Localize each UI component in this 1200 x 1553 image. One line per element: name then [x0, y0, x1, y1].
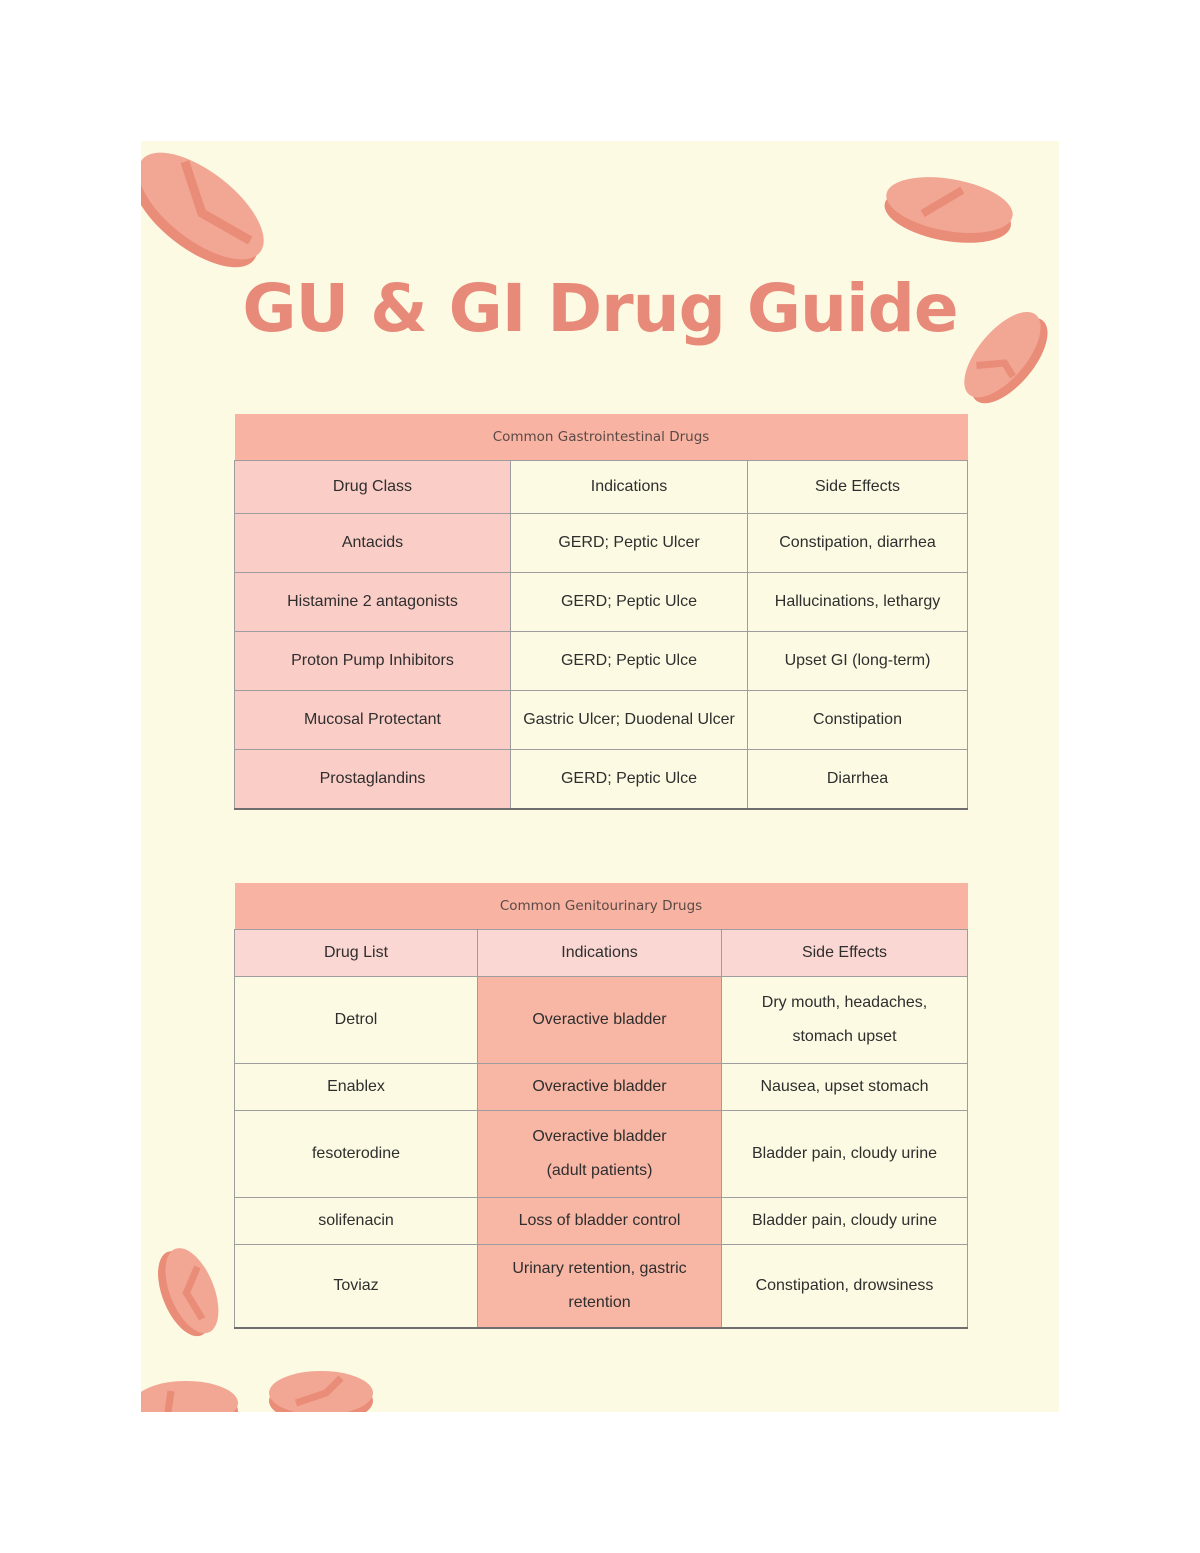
page-title: GU & GI Drug Guide — [242, 270, 958, 347]
table-row — [235, 691, 968, 750]
gi-indication-cell: GERD; Peptic Ulcer — [511, 514, 748, 573]
table-row — [235, 573, 968, 632]
gu-indication-cell — [478, 1111, 722, 1198]
gi-drug-class-cell: Antacids — [235, 514, 511, 573]
gu-indication-text: Urinary retention, gastric retention — [512, 1260, 687, 1311]
gi-header-side-effects: Side Effects — [748, 461, 968, 514]
gu-indication-cell — [478, 1245, 722, 1329]
gu-side-effect-cell: Nausea, upset stomach — [722, 1064, 968, 1111]
gi-drugs-table — [234, 414, 968, 810]
gu-indication-cell: Overactive bladder — [478, 1064, 722, 1111]
gu-side-effect-cell: Bladder pain, cloudy urine — [722, 1198, 968, 1245]
gi-indication-cell: GERD; Peptic Ulce — [511, 750, 748, 810]
table-row — [235, 632, 968, 691]
gi-header-row — [235, 461, 968, 514]
pill-top-right-icon — [879, 163, 1019, 253]
gi-indication-cell: GERD; Peptic Ulce — [511, 573, 748, 632]
gu-side-effect-cell: Constipation, drowsiness — [722, 1245, 968, 1329]
gu-indication-cell: Overactive bladder — [478, 977, 722, 1064]
table-row — [235, 750, 968, 810]
gu-indication-cell: Loss of bladder control — [478, 1198, 722, 1245]
pill-bottom-corner-icon — [141, 1371, 241, 1412]
gu-indication-text: Overactive bladder (adult patients) — [532, 1128, 667, 1179]
gu-header-indications: Indications — [478, 930, 722, 977]
gu-drug-cell: solifenacin — [235, 1198, 478, 1245]
gu-drug-cell: Detrol — [235, 977, 478, 1064]
gi-indication-cell: GERD; Peptic Ulce — [511, 632, 748, 691]
pill-top-left-icon — [141, 141, 281, 281]
gi-header-drug-class: Drug Class — [235, 461, 511, 514]
gu-drug-cell: Toviaz — [235, 1245, 478, 1329]
gu-header-drug-list: Drug List — [235, 930, 478, 977]
gi-drug-class-cell: Mucosal Protectant — [235, 691, 511, 750]
table-row — [235, 1245, 968, 1329]
table-row — [235, 1111, 968, 1198]
gu-drug-cell: Enablex — [235, 1064, 478, 1111]
gi-indication-cell: Gastric Ulcer; Duodenal Ulcer — [511, 691, 748, 750]
guide-page — [141, 141, 1059, 1412]
gu-drug-cell: fesoterodine — [235, 1111, 478, 1198]
gi-side-effect-cell: Hallucinations, lethargy — [748, 573, 968, 632]
gi-drug-class-cell: Histamine 2 antagonists — [235, 573, 511, 632]
gu-header-row — [235, 930, 968, 977]
gi-side-effect-cell: Diarrhea — [748, 750, 968, 810]
gi-header-indications: Indications — [511, 461, 748, 514]
gu-header-side-effects: Side Effects — [722, 930, 968, 977]
gu-side-effect-cell: Bladder pain, cloudy urine — [722, 1111, 968, 1198]
pill-bottom-center-icon — [266, 1363, 376, 1412]
table-row — [235, 1198, 968, 1245]
gi-drug-class-cell: Prostaglandins — [235, 750, 511, 810]
gu-side-effect-text: Dry mouth, headaches, stomach upset — [761, 994, 928, 1045]
table-row — [235, 977, 968, 1064]
gi-side-effect-cell: Upset GI (long-term) — [748, 632, 968, 691]
gu-drugs-table — [234, 883, 968, 1329]
table-row — [235, 1064, 968, 1111]
gi-side-effect-cell: Constipation, diarrhea — [748, 514, 968, 573]
gi-side-effect-cell: Constipation — [748, 691, 968, 750]
pill-bottom-left-icon — [151, 1241, 231, 1341]
gu-table-caption: Common Genitourinary Drugs — [235, 883, 968, 930]
table-row — [235, 514, 968, 573]
gi-drug-class-cell: Proton Pump Inhibitors — [235, 632, 511, 691]
gu-side-effect-cell — [722, 977, 968, 1064]
gi-table-caption: Common Gastrointestinal Drugs — [235, 414, 968, 461]
